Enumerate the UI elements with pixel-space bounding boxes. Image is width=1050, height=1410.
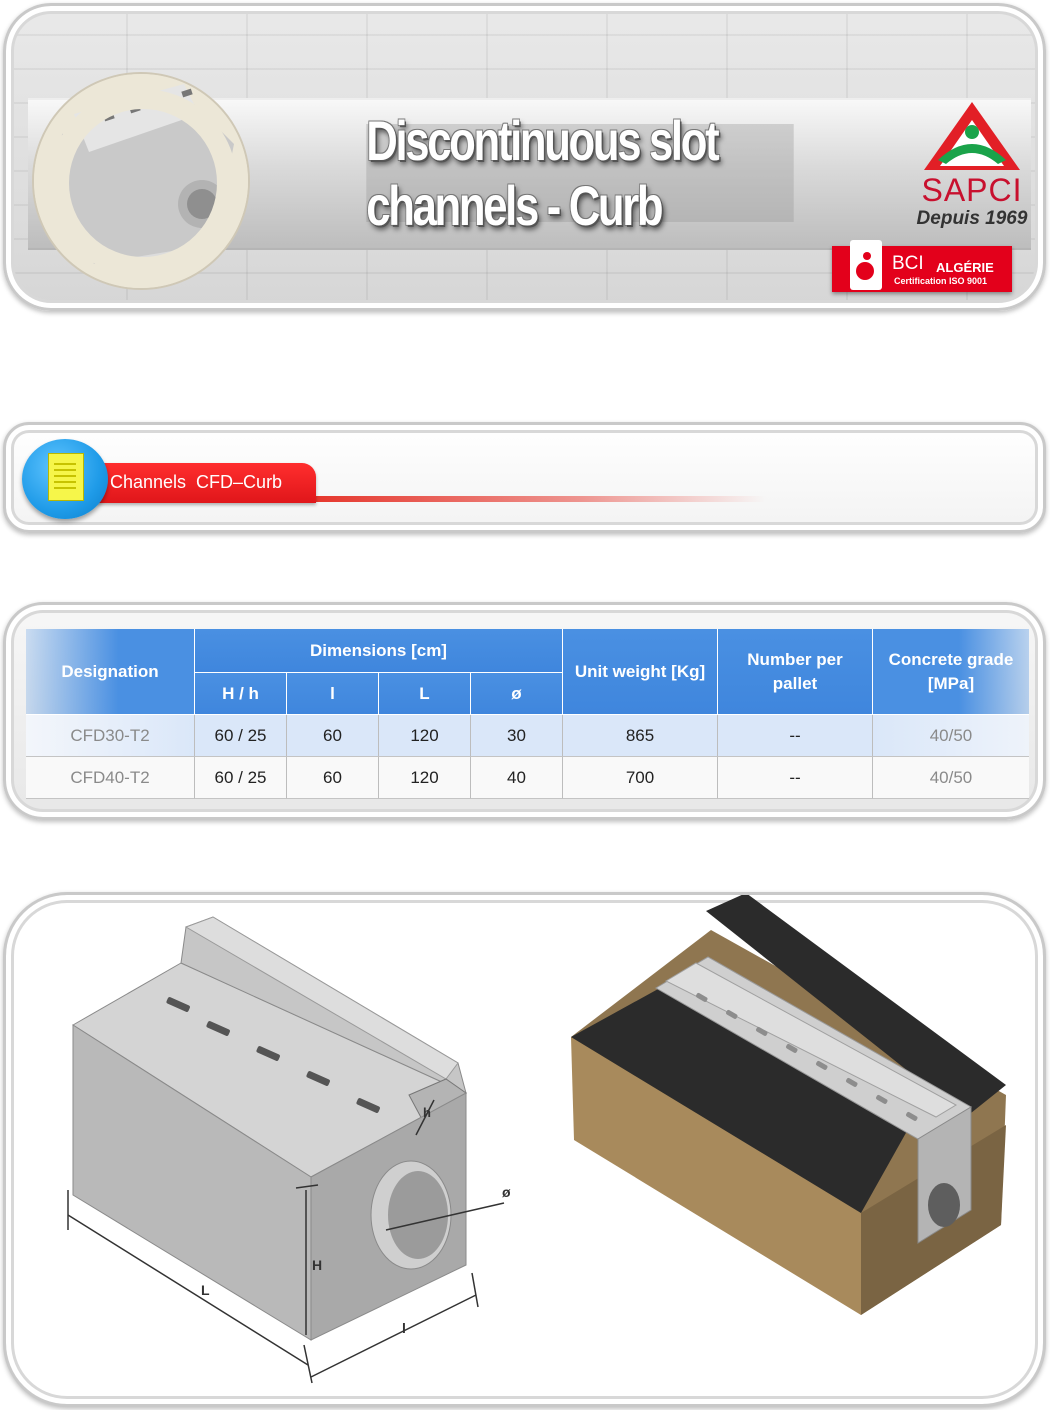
sapci-emblem-icon	[908, 98, 1036, 178]
table-cell-h-h: 60 / 25	[195, 757, 287, 799]
table-cell-h-h: 60 / 25	[195, 715, 287, 757]
dim-height-label: H	[312, 1257, 323, 1273]
product-figure-frame	[3, 892, 1046, 1407]
table-cell-designation: CFD40-T2	[26, 757, 195, 799]
table-cell-grade: 40/50	[873, 757, 1029, 799]
page-title: Discontinuous slot channels - Curb	[366, 124, 793, 222]
cert-body-name: BCI	[892, 253, 924, 274]
header-banner	[3, 3, 1046, 311]
header-L: L	[379, 673, 471, 715]
channel-technical-drawing	[68, 917, 504, 1383]
table-cell-pallet: --	[718, 757, 873, 799]
specification-table-frame	[3, 602, 1046, 820]
header-number-per-pallet: Number per pallet	[718, 629, 873, 715]
logo-tagline: Depuis 1969	[916, 208, 1028, 229]
dim-slot-label: h	[423, 1105, 431, 1120]
header-diameter: ø	[471, 673, 563, 715]
section-title: Channels CFD–Curb	[110, 472, 283, 492]
document-icon	[22, 439, 108, 519]
section-underline	[306, 496, 766, 502]
header-l: l	[287, 673, 379, 715]
header-designation: Designation	[26, 629, 195, 715]
cert-country: ALGÉRIE	[936, 260, 994, 275]
channel-installed-render	[571, 895, 1006, 1315]
dim-diameter-label: ø	[502, 1184, 511, 1200]
section-tab	[88, 463, 316, 503]
table-cell-weight: 700	[563, 757, 718, 799]
section-heading	[3, 422, 1046, 533]
header-dimensions: Dimensions [cm]	[195, 629, 563, 673]
dim-length-label: L	[201, 1282, 210, 1298]
iso-certification-badge	[832, 246, 1012, 292]
table-cell-weight: 865	[563, 715, 718, 757]
channel-photo-circle	[32, 72, 250, 290]
table-cell-l: 60	[287, 757, 379, 799]
table-cell-pallet: --	[718, 715, 873, 757]
cert-label: Certification ISO 9001	[894, 276, 988, 286]
dim-width-label: l	[402, 1320, 406, 1336]
table-cell-designation: CFD30-T2	[26, 715, 195, 757]
header-concrete-grade: Concrete grade [MPa]	[873, 629, 1029, 715]
logo-name: SAPCI	[921, 172, 1023, 208]
table-cell-diameter: 40	[471, 757, 563, 799]
header-unit-weight: Unit weight [Kg]	[563, 629, 718, 715]
table-cell-l: 60	[287, 715, 379, 757]
table-cell-L: 120	[379, 715, 471, 757]
header-h-h: H / h	[195, 673, 287, 715]
table-cell-L: 120	[379, 757, 471, 799]
sapci-logo	[908, 98, 1036, 238]
table-cell-grade: 40/50	[873, 715, 1029, 757]
specification-table	[26, 629, 1029, 799]
table-cell-diameter: 30	[471, 715, 563, 757]
bci-mark-icon	[850, 240, 882, 290]
